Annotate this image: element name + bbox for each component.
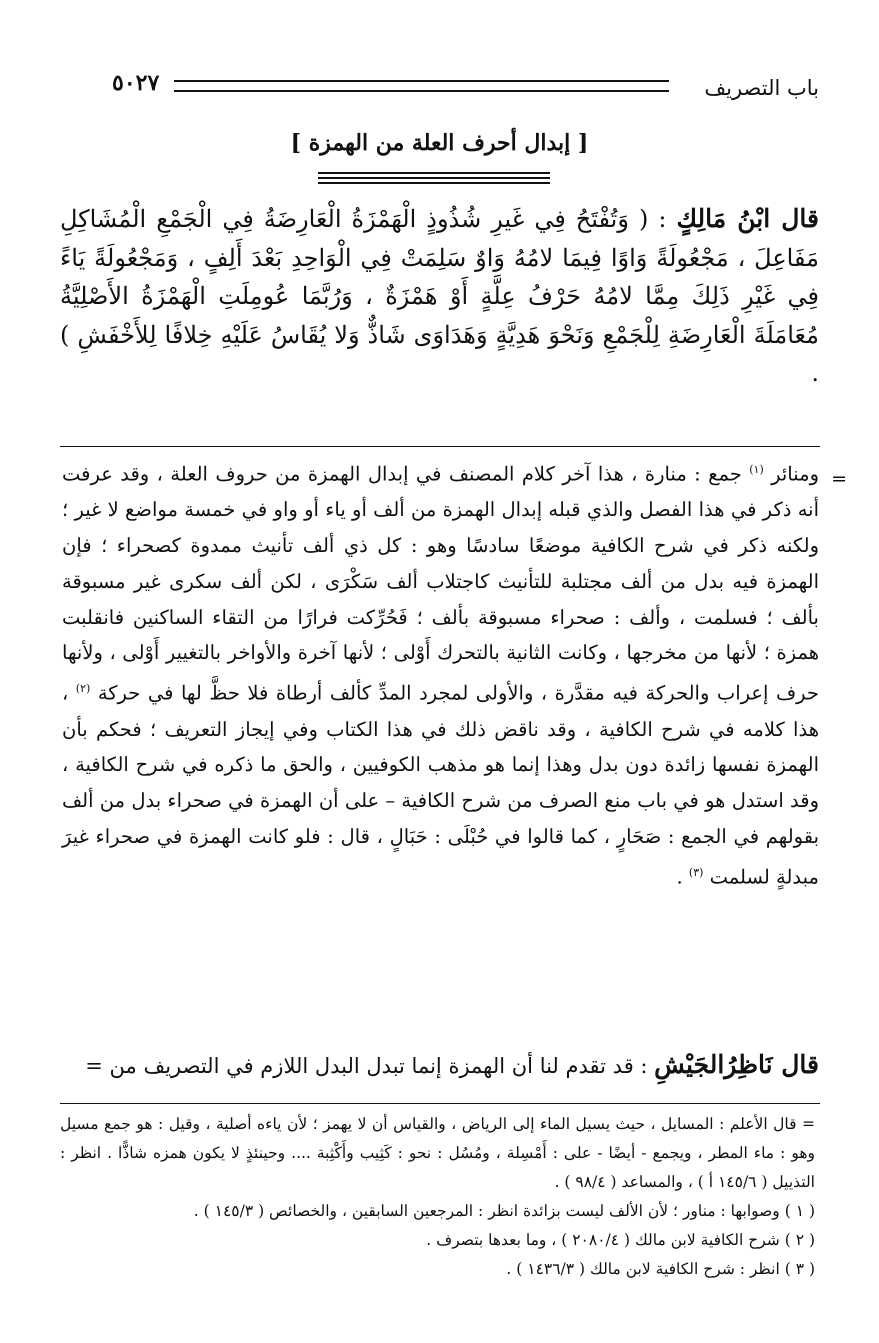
- commentary-text: جمع : منارة ، هذا آخر كلام المصنف في إبدال الهمزة من حروف العلة ، وقد عرفت أنه ذكر في هذا الفصل والذي قبله إبدال الهمزة من ألف أو ياء أو واو في خمسة مواضع لا غير ؛ ولكنه ذكر في شرح الكافية موضعًا سادسًا وهو : كل ذي ألف تأنيث ممدوة كصحراء ؛ فإن الهمزة فيه بدل من ألف مجتلبة للتأنيث كاجتلاب ألف سَكْرَى ، لكن ألف سكرى غير مسبوقة بألف ؛ فسلمت ، وألف : صحراء مسبوقة بألف ؛ فَحُرِّكت فرارًا من التقاء الساكنين فانقلبت همزة ؛ لأنها من مخرجها ، وكانت الثانية بالتحرك أَوْلى ؛ لأنها آخرة والأواخر بالتغيير أَوْلى ، ولأنها حرف إعراب والحركة فيه مقدَّرة ، والأولى لمجرد المدِّ كألف أرطاة فلا حظَّ لها في حركة: [62, 462, 819, 705]
- footnote-2: ( ٢ ) شرح الكافية لابن مالك ( ٢٠٨٠/٤ ) ، وما بعدها بتصرف .: [426, 1231, 815, 1249]
- second-paragraph-body: : قد تقدم لنا أن الهمزة إنما تبدل البدل اللازم في التصريف من: [109, 1054, 648, 1078]
- page-number: ٥٠٢٧: [112, 70, 160, 96]
- main-text-body: : ( وَتُفْتَحُ فِي غَيرِ شُذُوذٍ الْهَمْزَةُ الْعَارِضَةُ فِي الْجَمْعِ الْمُشَاكِلِ مَفَاعِلَ ، مَجْعُولَةً وَاوًا فِيمَا لامُهُ وَاوٌ سَلِمَتْ فِي الْوَاحِدِ بَعْدَ أَلِفٍ ، وَمَجْعُولَةً يَاءً فِي غَيْرِ ذَلِكَ مِمَّا لامُهُ حَرْفُ عِلَّةٍ أَوْ هَمْزَةٌ ، وَرُبَّمَا عُومِلَتِ الْهَمْزَةُ الأَصْلِيَّةُ مُعَامَلَةَ الْعَارِضَةِ لِلْجَمْعِ وَنَحْوَ هَدِيَّةٍ وَهَدَاوَى شَاذٌّ وَلا يُقَاسُ عَلَيْهِ خِلافًا لِلأَخْفَشِ ) .: [60, 205, 819, 387]
- footnote-3: ( ٣ ) انظر : شرح الكافية لابن مالك ( ١٤٣٦/٣ ) .: [506, 1260, 815, 1278]
- commentary-paragraph: [62, 452, 819, 895]
- section-title: [ إبدال أحرف العلة من الهمزة ]: [290, 130, 589, 156]
- title-underline: [318, 172, 550, 187]
- speaker-name: قال ابْنُ مَالِكٍ: [676, 204, 819, 233]
- footnotes: [60, 1110, 815, 1284]
- commentary-text: ومنائر: [771, 462, 819, 486]
- speaker-name: قال نَاظِرُالجَيْشِ: [654, 1050, 819, 1079]
- main-text-paragraph: [60, 200, 819, 393]
- running-header: [112, 70, 819, 104]
- chapter-title: باب التصريف: [704, 76, 819, 100]
- footnote-continued: = قال الأعلم : المسايل ، حيث يسيل الماء إلى الرياض ، والقياس أن لا يهمز ؛ لأن ياءه أصلية ، وقيل : هو جمع مسيل وهو : ماء المطر ، ويجمع - أيضًا - على : أَمْسِلة ، ومُسُل : نحو : كَثِيب وأَكْثِبة .... وحينئذٍ لا يكون همزه شاذًّا . انظر : التذييل ( ١٤٥/٦ أ ) ، والمساعد ( ٩٨/٤ ) .: [60, 1115, 815, 1191]
- continuation-mark: =: [85, 1054, 103, 1078]
- footnote-1: ( ١ ) وصوابها : مناور ؛ لأن الألف ليست بزائدة انظر : المرجعين السابقين ، والخصائص ( ١٤٥/٣ ) .: [193, 1202, 815, 1220]
- footnote-separator: [60, 1103, 820, 1104]
- header-rule: [174, 80, 669, 92]
- footnote-ref-2: (٢): [75, 682, 91, 696]
- commentary-text: .: [676, 865, 683, 889]
- second-paragraph: [60, 1048, 819, 1083]
- continuation-mark: =: [831, 468, 847, 490]
- footnote-ref-3: (٣): [688, 865, 704, 879]
- separator-line: [60, 446, 820, 447]
- footnote-ref-1: (١): [749, 463, 764, 476]
- commentary-text: ، هذا كلامه في شرح الكافية ، وقد ناقض ذلك في هذا الكتاب وفي إيجاز التعريف ؛ فحكم بأن الهمزة نفسها زائدة دون بدل وهذا إنما هو مذهب الكوفيين ، والحق ما ذكره في شرح الكافية ، وقد استدل هو في باب منع الصرف من شرح الكافية – على أن الهمزة في صحراء بدل من ألف بقولهم في الجمع : صَحَارٍ ، كما قالوا في حُبْلَى : حَبَالٍ ، قال : فلو كانت الهمزة في صحراء غيرَ مبدلةٍ لسلمت: [62, 681, 819, 889]
